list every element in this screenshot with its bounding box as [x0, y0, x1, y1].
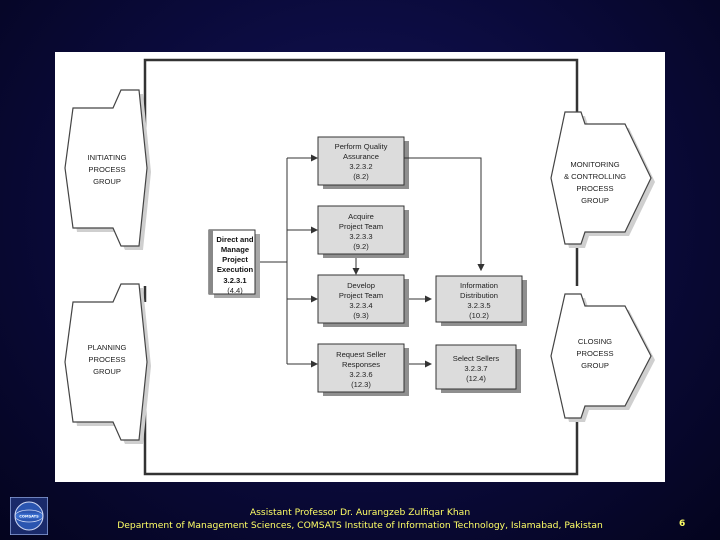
information-line-4: (10.2): [469, 311, 489, 320]
monitoring-line-3: PROCESS: [576, 184, 614, 193]
initiating-line-1: INITIATING: [87, 153, 127, 162]
process-diagram-image: [55, 52, 665, 482]
develop-line-4: (9.3): [353, 311, 369, 320]
request-line-2: Responses: [342, 360, 380, 369]
planning-line-1: PLANNING: [87, 343, 127, 352]
main-line-4: Execution: [216, 265, 254, 274]
request-line-1: Request Seller: [336, 350, 386, 359]
closing-group-shape: [551, 294, 655, 422]
quality-line-4: (8.2): [353, 172, 369, 181]
select-line-3: (12.4): [466, 374, 486, 383]
develop-line-1: Develop: [347, 281, 375, 290]
planning-group-shape: [65, 284, 151, 444]
main-line-2: Manage: [220, 245, 250, 254]
footer-author: Assistant Professor Dr. Aurangzeb Zulfiqar Khan: [249, 507, 471, 518]
monitoring-line-1: MONITORING: [570, 160, 620, 169]
direct-manage-box: [209, 230, 260, 298]
information-box: [436, 276, 527, 326]
main-line-6: (4.4): [227, 286, 243, 295]
main-line-3: Project: [222, 255, 248, 264]
information-line-2: Distribution: [460, 291, 498, 300]
footer: [60, 506, 660, 532]
acquire-line-1: Acquire: [348, 212, 374, 221]
quality-line-2: Assurance: [343, 152, 379, 161]
initiating-line-2: PROCESS: [88, 165, 126, 174]
monitoring-line-2: & CONTROLLING: [563, 172, 627, 181]
closing-line-3: GROUP: [581, 361, 609, 370]
closing-line-2: PROCESS: [576, 349, 614, 358]
footer-department: Department of Management Sciences, COMSATS Institute of Information Technology, Islamabad, Pakistan: [117, 520, 603, 531]
closing-group-label: [576, 337, 613, 370]
planning-group-label: [88, 343, 127, 376]
closing-line-1: CLOSING: [577, 337, 613, 346]
arrow-quality-to-info: [404, 158, 481, 270]
monitoring-line-4: GROUP: [581, 196, 609, 205]
request-line-4: (12.3): [351, 380, 371, 389]
develop-line-3: 3.2.3.4: [349, 301, 373, 310]
quality-box: [318, 137, 409, 189]
quality-line-3: 3.2.3.2: [349, 162, 373, 171]
acquire-line-3: 3.2.3.3: [349, 232, 373, 241]
page-number: 6: [679, 519, 686, 529]
request-box: [318, 344, 409, 396]
comsats-logo: [10, 497, 48, 535]
planning-line-3: GROUP: [93, 367, 121, 376]
develop-line-2: Project Team: [338, 291, 384, 300]
main-line-5: 3.2.3.1: [223, 276, 247, 285]
initiating-line-3: GROUP: [93, 177, 121, 186]
select-line-1: Select Sellers: [452, 354, 500, 363]
select-box: [436, 345, 521, 393]
main-line-1: Direct and: [216, 235, 254, 244]
initiating-group-label: [87, 153, 126, 186]
request-line-3: 3.2.3.6: [349, 370, 373, 379]
select-line-2: 3.2.3.7: [464, 364, 488, 373]
information-line-1: Information: [460, 281, 498, 290]
quality-line-1: Perform Quality: [334, 142, 388, 151]
acquire-line-4: (9.2): [353, 242, 369, 251]
logo-text: COMSATS: [19, 514, 39, 519]
information-line-3: 3.2.3.5: [467, 301, 491, 310]
acquire-line-2: Project Team: [338, 222, 384, 231]
acquire-box: [318, 206, 409, 258]
develop-box: [318, 275, 409, 327]
planning-line-2: PROCESS: [88, 355, 126, 364]
